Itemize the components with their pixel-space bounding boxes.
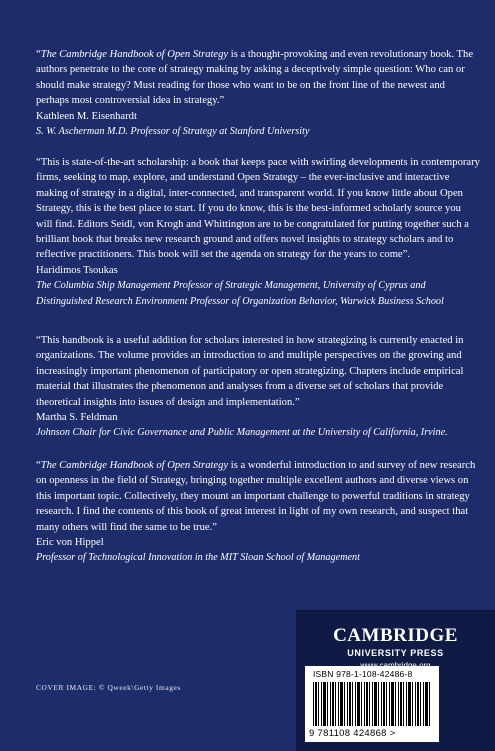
book-title: The Cambridge Handbook of Open Strategy	[40, 49, 229, 60]
open-quote: “	[36, 49, 41, 60]
endorsement-2	[36, 155, 480, 309]
endorser-2-role: The Columbia Ship Management Professor of Strategic Management, University of Cyprus and Distinguished Research Environment Professor of Organization Behavior, Warwick Business School	[36, 280, 444, 307]
isbn-text: ISBN 978-1-108-42486-8	[313, 669, 413, 679]
endorsement-4-body: is a wonderful introduction to and survey of new research on openness in the field of Strategy, bringing together multiple excellent authors and diverse views on this important topic. Collectively, they mount an important challenge to powerful traditions in strategy research. I find the contents of this book of great interest in light of my own research, and suspect that many others will find the same to be true.”	[36, 460, 476, 533]
endorser-1-name: Kathleen M. Eisenhardt	[36, 110, 137, 122]
endorsement-4-text	[36, 458, 480, 535]
endorser-3-role: Johnson Chair for Civic Governance and Public Management at the University of California, Irvine.	[36, 427, 448, 439]
endorsement-3	[36, 333, 480, 441]
endorser-4-role: Professor of Technological Innovation in the MIT Sloan School of Management	[36, 552, 360, 564]
barcode-label	[305, 666, 439, 742]
barcode-icon	[313, 682, 431, 726]
barcode-number: 9 781108 424868 >	[309, 728, 396, 739]
endorser-1-role: S. W. Ascherman M.D. Professor of Strategy at Stanford University	[36, 126, 310, 138]
endorsement-2-text: “This is state-of-the-art scholarship: a book that keeps pace with swirling developments in contemporary firms, seeking to map, explore, and understand Open Strategy – the ever-inclusive and interactive making of strategy in a digital, inter-connected, and transparent world. If you know little about Open Strategy, this is the best place to start. If you do know, this is the best-informed scholarly source you will find. Editors Seidl, von Krogh and Whittington are to be congratulated for putting together such a brilliant book that breaks new research ground and offers novel insights to strategy scholars and to reflective practitioners. This book will set the agenda on strategy for the years to come”.	[36, 157, 480, 261]
publisher-logo: CAMBRIDGE	[333, 625, 458, 646]
publisher-subtitle: UNIVERSITY PRESS	[347, 648, 444, 658]
endorser-3-name: Martha S. Feldman	[36, 412, 118, 424]
cover-image-credit: COVER IMAGE: © Qweek\Getty Images	[36, 683, 181, 692]
endorsement-1-text	[36, 47, 480, 109]
endorsement-3-text: “This handbook is a useful addition for scholars interested in how strategizing is currently enacted in organizations. The volume provides an introduction to and multiple perspectives on the growing and increasingly important phenomenon of participatory or open strategizing. Chapters include empirical material that illustrates the phenomenon and analyses from a diverse set of scholars that provide theoretical insights into issues of design and implementation.”	[36, 335, 464, 408]
book-title: The Cambridge Handbook of Open Strategy	[40, 460, 229, 471]
endorsement-1	[36, 47, 480, 139]
endorser-2-name: Haridimos Tsoukas	[36, 264, 118, 276]
endorsement-1-body: is a thought-provoking and even revolutionary book. The authors penetrate to the core of strategy making by asking a deceptively simple question: Who can or should make strategy? Must reading for those who want to be on the front line of the newest and perhaps most controversial idea in strategy.”	[36, 49, 474, 107]
endorsement-4	[36, 458, 480, 566]
open-quote: “	[36, 460, 41, 471]
endorser-4-name: Eric von Hippel	[36, 537, 104, 549]
